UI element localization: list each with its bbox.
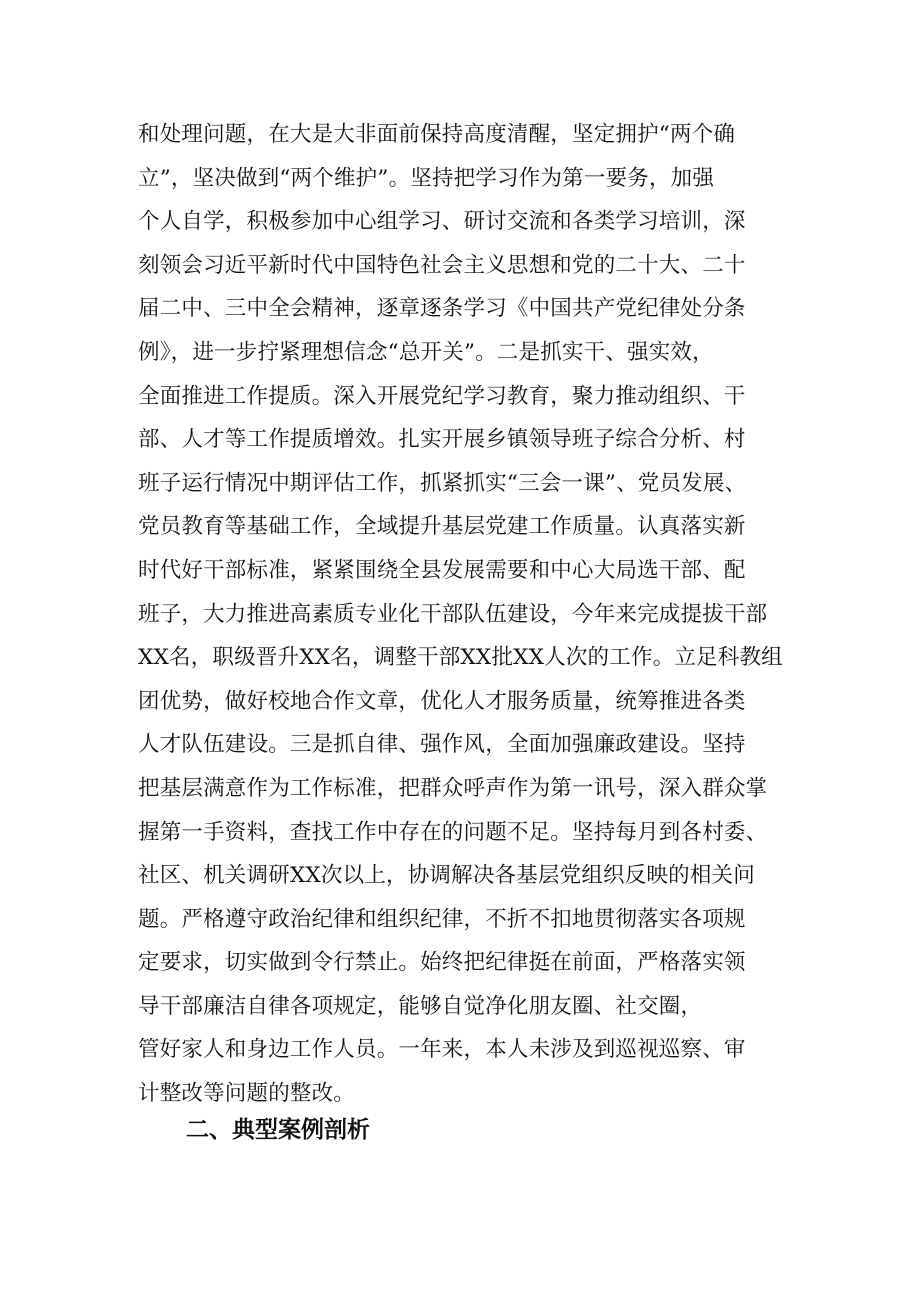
paragraph-line: 党员教育等基础工作，全域提升基层党建工作质量。认真落实新	[138, 514, 746, 540]
paragraph-line: 握第一手资料，查找工作中存在的问题不足。坚持每月到各村委、	[138, 819, 768, 845]
paragraph-line: 把基层满意作为工作标准，把群众呼声作为第一讯号，深入群众掌	[138, 775, 768, 801]
paragraph-line: 个人自学，积极参加中心组学习、研讨交流和各类学习培训，深	[138, 209, 746, 235]
paragraph-line: 立”，坚决做到“两个维护”。坚持把学习作为第一要务，加强	[138, 165, 715, 191]
paragraph-line: 刻领会习近平新时代中国特色社会主义思想和党的二十大、二十	[138, 252, 746, 278]
paragraph-line: 届二中、三中全会精神，逐章逐条学习《中国共产党纪律处分条	[138, 296, 746, 322]
paragraph-line: 社区、机关调研XX次以上，协调解决各基层党组织反映的相关问	[138, 863, 755, 889]
paragraph-line: XX名，职级晋升XX名，调整干部XX批XX人次的工作。立足科教组	[138, 645, 783, 671]
paragraph-line: 定要求，切实做到令行禁止。始终把纪律挺在前面，严格落实领	[138, 950, 746, 976]
paragraph-line: 例》，进一步拧紧理想信念“总开关”。二是抓实干、强实效，	[138, 339, 714, 365]
paragraph-line: 时代好干部标准，紧紧围绕全县发展需要和中心大局选干部、配	[138, 557, 746, 583]
paragraph-line: 和处理问题，在大是大非面前保持高度清醒，坚定拥护“两个确	[138, 122, 736, 147]
paragraph-line: 班子运行情况中期评估工作，抓紧抓实“三会一课”、党员发展、	[138, 470, 747, 496]
paragraph-line: 班子，大力推进高素质专业化干部队伍建设，今年来完成提拔干部	[138, 601, 768, 627]
section-heading: 二、典型案例剖析	[186, 1117, 370, 1143]
paragraph-line: 管好家人和身边工作人员。一年来，本人未涉及到巡视巡察、审	[138, 1037, 746, 1063]
body-paragraph	[138, 113, 808, 1116]
paragraph-line: 团优势，做好校地合作文章，优化人才服务质量，统筹推进各类	[138, 688, 746, 714]
paragraph-line: 部、人才等工作提质增效。扎实开展乡镇领导班子综合分析、村	[138, 427, 746, 453]
paragraph-line: 人才队伍建设。三是抓自律、强作风，全面加强廉政建设。坚持	[138, 732, 746, 758]
paragraph-line: 计整改等问题的整改。	[138, 1081, 356, 1107]
paragraph-line: 全面推进工作提质。深入开展党纪学习教育，聚力推动组织、干	[138, 383, 746, 409]
paragraph-line: 导干部廉洁自律各项规定，能够自觉净化朋友圈、社交圈，	[138, 993, 703, 1019]
paragraph-line: 题。严格遵守政治纪律和组织纪律，不折不扣地贯彻落实各项规	[138, 906, 746, 932]
